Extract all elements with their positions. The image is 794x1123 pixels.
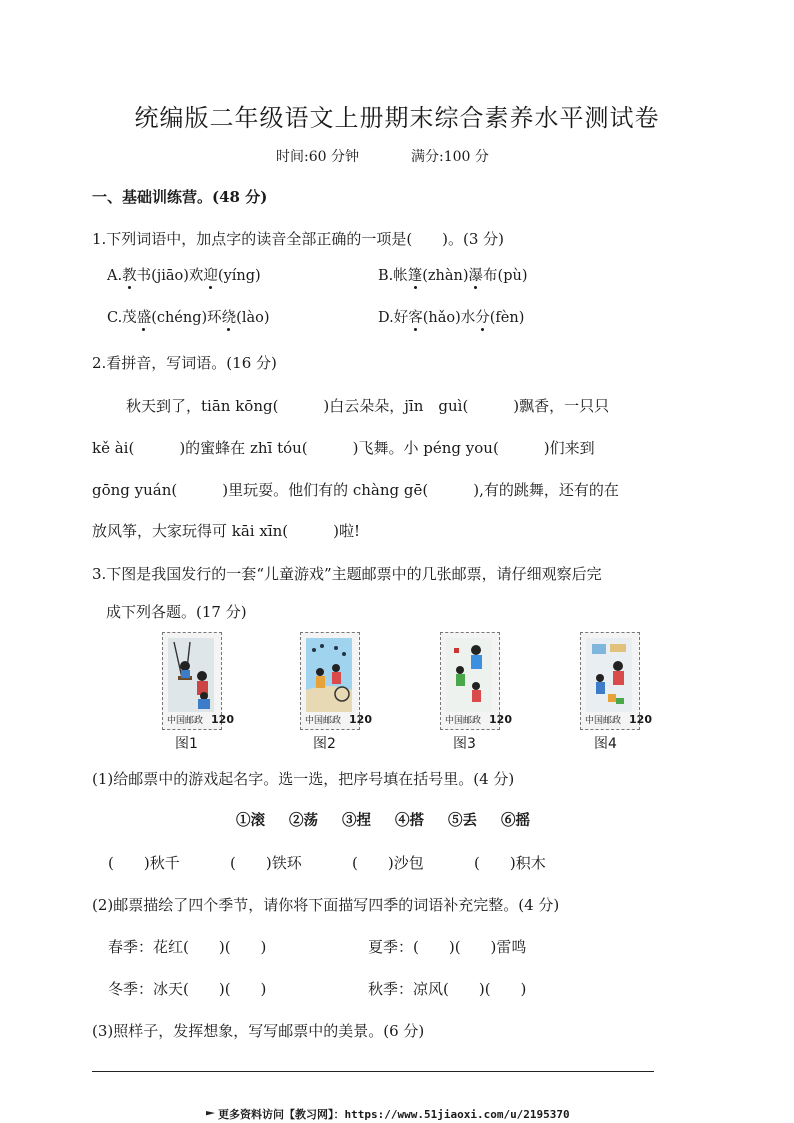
stamp-face-value: 中国邮政 120 xyxy=(585,713,652,726)
option-a: A.教书(jiāo)欢迎(yíng) xyxy=(107,268,261,284)
stamp-3 xyxy=(440,632,512,730)
choice-list xyxy=(236,809,554,830)
choice-6: ⑥摇 xyxy=(501,812,530,829)
fill-hoop: ( )铁环 xyxy=(230,854,302,872)
fill-sandbag: ( )沙包 xyxy=(352,854,424,872)
choice-5: ⑤丢 xyxy=(448,812,477,829)
footer-link[interactable]: 更多资料访问【教习网】：https://www.51jiaoxi.com/u/2195370 xyxy=(206,1106,570,1122)
subquestion-1: (1)给邮票中的游戏起名字。选一选，把序号填在括号里。(4 分) xyxy=(92,770,515,788)
season-summer: 夏季：( )( )雷鸣 xyxy=(368,938,527,956)
section-heading: 一、基础训练营。(48 分) xyxy=(92,188,268,206)
exam-info xyxy=(276,146,489,166)
choice-2: ②荡 xyxy=(289,812,318,829)
stamp-2 xyxy=(300,632,372,730)
stamp-1 xyxy=(162,632,234,730)
pinyin-line-2: kě ài( )的蜜蜂在 zhī tóu( )飞舞。小 péng you( )们来到 xyxy=(92,439,595,457)
question-3-stem-cont: 成下列各题。(17 分) xyxy=(106,603,247,621)
season-autumn: 秋季：凉风( )( ) xyxy=(368,980,527,998)
option-d: D.好客(hǎo)水分(fèn) xyxy=(378,310,525,326)
sandbag-throwing-illustration xyxy=(446,638,492,712)
option-b: B.帐篷(zhàn)瀑布(pù) xyxy=(378,268,528,284)
fill-blocks: ( )积木 xyxy=(474,854,546,872)
question-3-stem: 3.下图是我国发行的一套“儿童游戏”主题邮票中的几张邮票，请仔细观察后完 xyxy=(92,565,602,583)
building-blocks-illustration xyxy=(586,638,632,712)
stamp-face-value: 中国邮政 120 xyxy=(445,713,512,726)
full-score: 满分:100 分 xyxy=(410,149,489,165)
choice-3: ③捏 xyxy=(342,812,371,829)
pinyin-line-1: 秋天到了，tiān kōng( )白云朵朵，jīn guì( )飘香，一只只 xyxy=(126,397,610,415)
time-limit: 时间:60 分钟 xyxy=(276,149,359,165)
subquestion-2: (2)邮票描绘了四个季节，请你将下面描写四季的词语补充完整。(4 分) xyxy=(92,896,560,914)
season-winter: 冬季：冰天( )( ) xyxy=(108,980,267,998)
question-2-stem: 2.看拼音，写词语。(16 分) xyxy=(92,354,277,372)
question-1-stem: 1.下列词语中，加点字的读音全部正确的一项是( )。(3 分) xyxy=(92,230,505,248)
hoop-rolling-illustration xyxy=(306,638,352,712)
fill-swing: ( )秋千 xyxy=(108,854,180,872)
choice-1: ①滚 xyxy=(236,812,265,829)
caption-fig-2: 图2 xyxy=(313,736,336,752)
caption-fig-3: 图3 xyxy=(453,736,476,752)
stamp-face-value: 中国邮政 120 xyxy=(305,713,372,726)
season-spring: 春季：花红( )( ) xyxy=(108,938,267,956)
choice-4: ④搭 xyxy=(395,812,424,829)
answer-line[interactable] xyxy=(92,1071,654,1072)
pinyin-line-4: 放风筝，大家玩得可 kāi xīn( )啦! xyxy=(92,522,361,540)
page-title: 统编版二年级语文上册期末综合素养水平测试卷 xyxy=(134,104,660,132)
option-c: C.茂盛(chéng)环绕(lào) xyxy=(107,310,270,326)
flag-icon xyxy=(206,1111,215,1119)
stamp-face-value: 中国邮政 120 xyxy=(167,713,234,726)
pinyin-line-3: gōng yuán( )里玩耍。他们有的 chàng gē( ),有的跳舞，还有的在 xyxy=(92,481,619,499)
stamp-4 xyxy=(580,632,652,730)
swing-illustration xyxy=(168,638,214,712)
subquestion-3: (3)照样子，发挥想象，写写邮票中的美景。(6 分) xyxy=(92,1022,425,1040)
caption-fig-1: 图1 xyxy=(175,736,198,752)
caption-fig-4: 图4 xyxy=(594,736,617,752)
